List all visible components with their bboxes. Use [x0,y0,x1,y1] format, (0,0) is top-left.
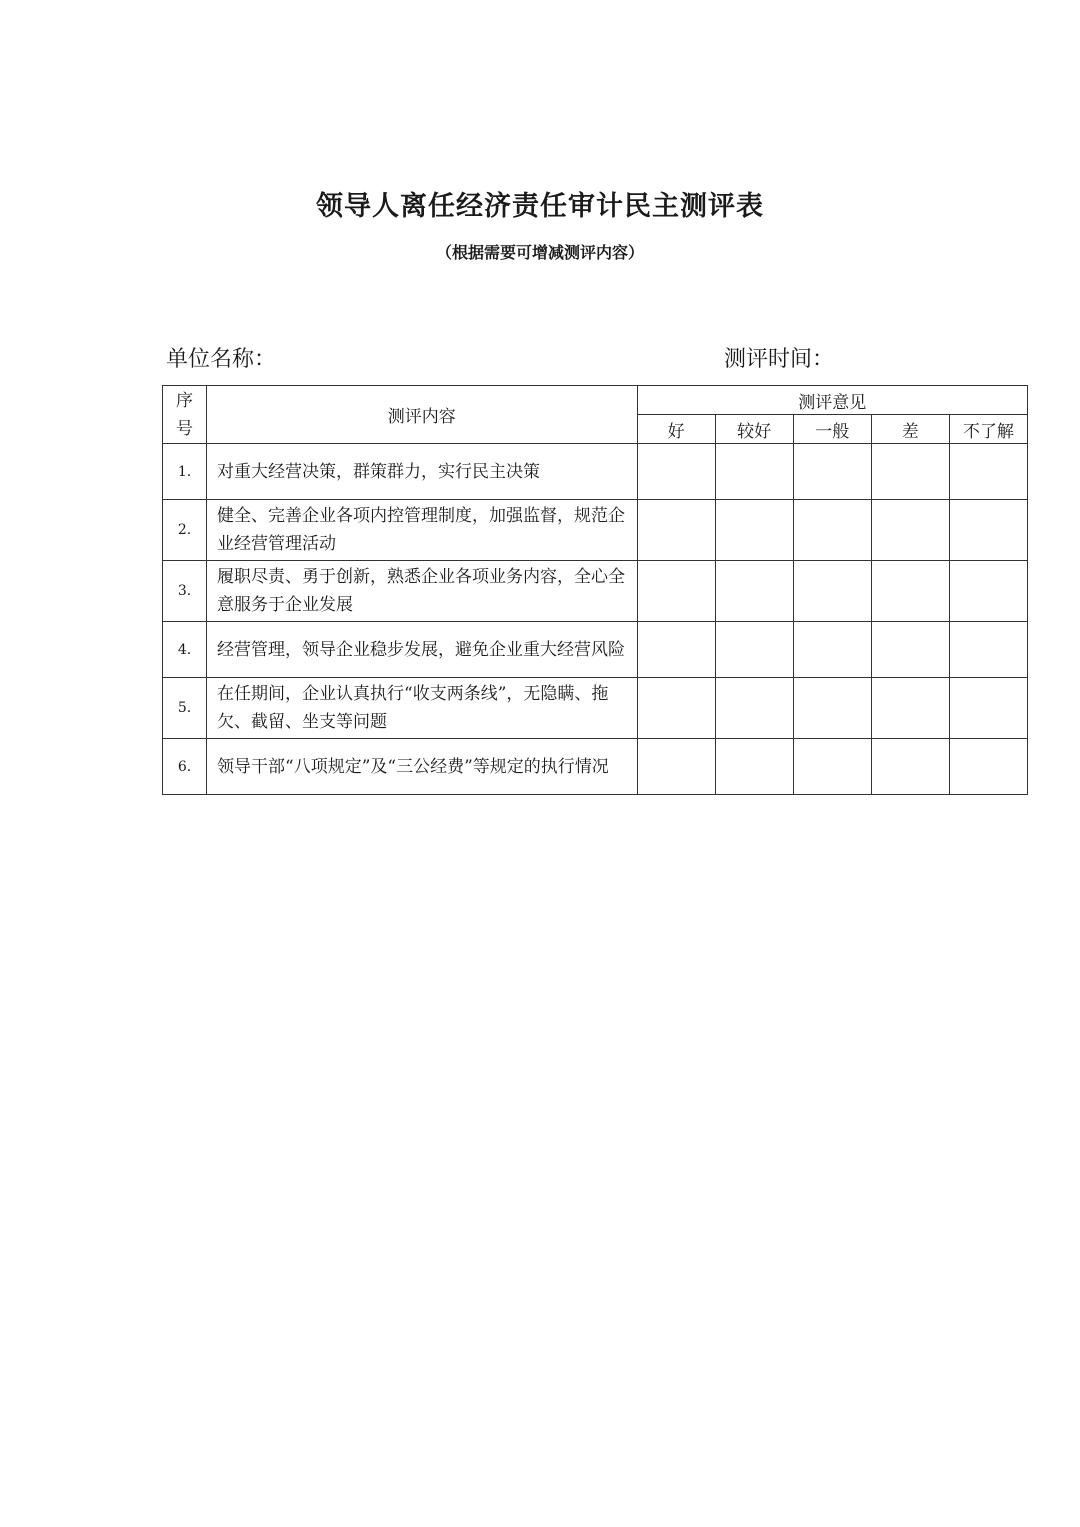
opinion-cell-poor[interactable] [871,622,949,678]
header-opinion: 测评意见 [637,386,1027,415]
form-title: 领导人离任经济责任审计民主测评表 [316,191,764,222]
opinion-cell-good[interactable] [637,500,715,561]
opinion-cell-poor[interactable] [871,561,949,622]
opinion-cell-good[interactable] [637,622,715,678]
table-row [163,739,1028,795]
opinion-cell-poor[interactable] [871,500,949,561]
table-row [163,622,1028,678]
opinion-cell-poor[interactable] [871,739,949,795]
opinion-cell-fairly-good[interactable] [715,500,793,561]
row-content: 履职尽责、勇于创新，熟悉企业各项业务内容，全心全意服务于企业发展 [207,561,637,622]
row-number: 5. [163,678,207,739]
header-option-good: 好 [637,415,715,444]
opinion-cell-fairly-good[interactable] [715,561,793,622]
unit-name-label: 单位名称： [166,347,277,372]
opinion-cell-fairly-good[interactable] [715,622,793,678]
header-seq-line1: 序 [176,390,194,411]
row-content: 经营管理，领导企业稳步发展，避免企业重大经营风险 [207,622,637,678]
opinion-cell-average[interactable] [793,444,871,500]
row-content: 对重大经营决策，群策群力，实行民主决策 [207,444,637,500]
header-option-fairly-good: 较好 [715,415,793,444]
row-number: 3. [163,561,207,622]
opinion-cell-average[interactable] [793,500,871,561]
opinion-cell-poor[interactable] [871,678,949,739]
evaluation-time-label: 测评时间： [724,347,835,372]
header-content: 测评内容 [207,386,637,444]
header-option-average: 一般 [793,415,871,444]
header-seq-line2: 号 [176,418,194,439]
table-row [163,561,1028,622]
opinion-cell-unknown[interactable] [949,678,1027,739]
row-number: 4. [163,622,207,678]
opinion-cell-average[interactable] [793,739,871,795]
row-content: 健全、完善企业各项内控管理制度，加强监督，规范企业经营管理活动 [207,500,637,561]
opinion-cell-average[interactable] [793,678,871,739]
row-content: 在任期间，企业认真执行“收支两条线”，无隐瞒、拖欠、截留、坐支等问题 [207,678,637,739]
row-number: 6. [163,739,207,795]
evaluation-table [162,385,1028,795]
opinion-cell-fairly-good[interactable] [715,444,793,500]
opinion-cell-average[interactable] [793,561,871,622]
opinion-cell-fairly-good[interactable] [715,678,793,739]
opinion-cell-unknown[interactable] [949,739,1027,795]
opinion-cell-good[interactable] [637,444,715,500]
opinion-cell-unknown[interactable] [949,622,1027,678]
opinion-cell-good[interactable] [637,678,715,739]
row-number: 1. [163,444,207,500]
opinion-cell-fairly-good[interactable] [715,739,793,795]
opinion-cell-poor[interactable] [871,444,949,500]
opinion-cell-average[interactable] [793,622,871,678]
row-number: 2. [163,500,207,561]
row-content: 领导干部“八项规定”及“三公经费”等规定的执行情况 [207,739,637,795]
opinion-cell-good[interactable] [637,739,715,795]
opinion-cell-unknown[interactable] [949,561,1027,622]
table-row [163,678,1028,739]
opinion-cell-unknown[interactable] [949,444,1027,500]
header-option-poor: 差 [871,415,949,444]
opinion-cell-good[interactable] [637,561,715,622]
header-option-unknown: 不了解 [949,415,1027,444]
table-row [163,500,1028,561]
header-seq [163,386,207,444]
table-row [163,444,1028,500]
form-subtitle: （根据需要可增减测评内容） [435,243,644,262]
opinion-cell-unknown[interactable] [949,500,1027,561]
